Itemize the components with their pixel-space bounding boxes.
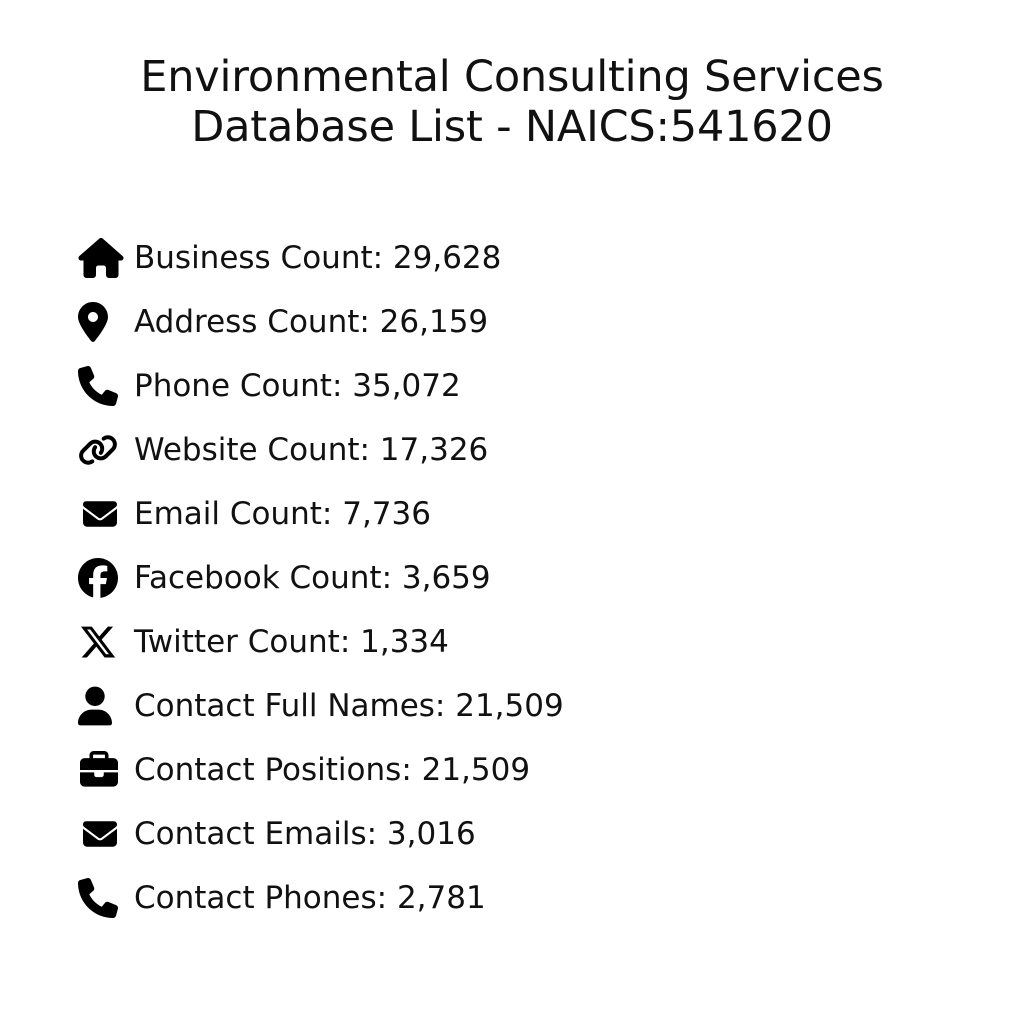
link-icon	[78, 426, 134, 474]
phone-icon	[78, 874, 134, 922]
list-item	[78, 610, 1024, 674]
list-item	[78, 290, 1024, 354]
list-item-label: Business Count: 29,628	[134, 240, 502, 276]
briefcase-icon	[78, 746, 134, 794]
list-item-label: Phone Count: 35,072	[134, 368, 461, 404]
list-item-label: Facebook Count: 3,659	[134, 560, 491, 596]
list-item-label: Contact Full Names: 21,509	[134, 688, 564, 724]
list-item	[78, 866, 1024, 930]
list-item-label: Contact Phones: 2,781	[134, 880, 486, 916]
list-item	[78, 546, 1024, 610]
list-item-label: Address Count: 26,159	[134, 304, 489, 340]
list-item	[78, 802, 1024, 866]
list-item	[78, 674, 1024, 738]
phone-icon	[78, 362, 134, 410]
list-item-label: Email Count: 7,736	[134, 496, 431, 532]
list-item	[78, 482, 1024, 546]
envelope-icon	[78, 490, 134, 538]
map-pin-icon	[78, 298, 134, 346]
page-title	[0, 0, 1024, 152]
facebook-icon	[78, 554, 134, 602]
list-item-label: Contact Emails: 3,016	[134, 816, 476, 852]
page-title-line-1: Environmental Consulting Services	[140, 52, 884, 102]
list-item	[78, 418, 1024, 482]
person-icon	[78, 682, 134, 730]
list-item	[78, 226, 1024, 290]
page-title-line-2: Database List - NAICS:541620	[191, 102, 833, 152]
home-icon	[78, 234, 134, 282]
envelope-icon	[78, 810, 134, 858]
list-item-label: Contact Positions: 21,509	[134, 752, 531, 788]
twitter-x-icon	[78, 618, 134, 666]
list-item	[78, 354, 1024, 418]
list-item	[78, 738, 1024, 802]
stats-list	[0, 226, 1024, 930]
list-item-label: Twitter Count: 1,334	[134, 624, 449, 660]
list-item-label: Website Count: 17,326	[134, 432, 489, 468]
